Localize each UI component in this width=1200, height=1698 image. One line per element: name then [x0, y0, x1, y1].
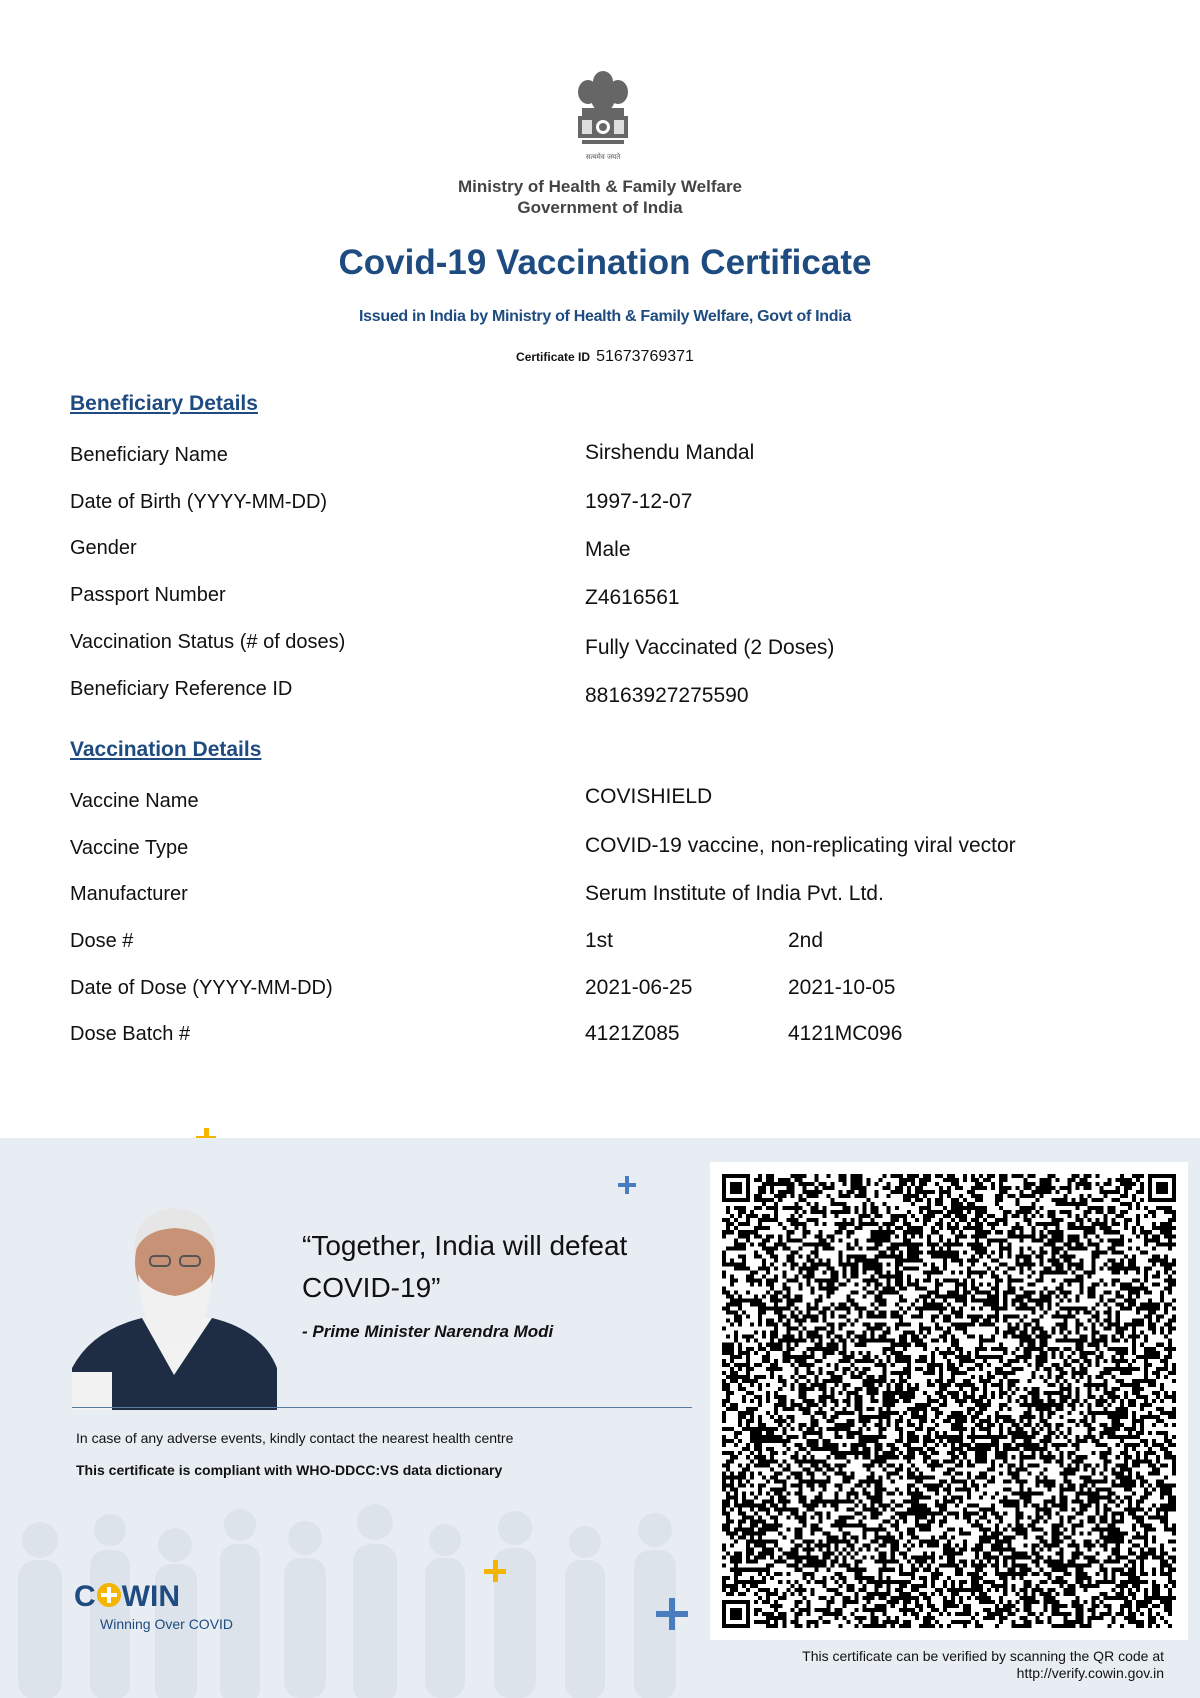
verify-url[interactable]: http://verify.cowin.gov.in — [1016, 1665, 1164, 1681]
manufacturer-value: Serum Institute of India Pvt. Ltd. — [585, 882, 884, 905]
svg-text:सत्यमेव जयते: सत्यमेव जयते — [585, 153, 621, 161]
certificate-id-label: Certificate ID — [516, 350, 591, 364]
government-line: Government of India — [517, 198, 683, 217]
issued-by: Issued in India by Ministry of Health & Family Welfare, Govt of India — [359, 308, 851, 325]
vaccination-status-value: Fully Vaccinated (2 Doses) — [585, 636, 835, 659]
passport-value: Z4616561 — [585, 586, 680, 609]
verify-note — [700, 1648, 1164, 1682]
gender-value: Male — [585, 538, 631, 561]
cowin-tagline: Winning Over COVID — [100, 1616, 234, 1632]
cowin-logo-suffix: WIN — [121, 1580, 180, 1613]
beneficiary-name-value: Sirshendu Mandal — [585, 441, 755, 464]
dose-date-label: Date of Dose (YYYY-MM-DD) — [70, 977, 333, 999]
dose-number-label: Dose # — [70, 930, 134, 952]
divider — [72, 1407, 692, 1408]
vaccine-type-label: Vaccine Type — [70, 837, 189, 859]
vaccine-name-value: COVISHIELD — [585, 785, 713, 808]
prime-minister-portrait — [72, 1200, 277, 1410]
qr-code-icon[interactable] — [722, 1174, 1176, 1628]
dose-date-2: 2021-10-05 — [788, 976, 896, 999]
vaccine-name-label: Vaccine Name — [70, 790, 199, 812]
reference-id-label: Beneficiary Reference ID — [70, 678, 293, 700]
vaccination-section-title: Vaccination Details — [70, 738, 262, 761]
blue-plus-icon — [656, 1598, 688, 1630]
yellow-plus-icon — [484, 1560, 506, 1582]
dob-value: 1997-12-07 — [585, 490, 693, 513]
dose-batch-1: 4121Z085 — [585, 1022, 680, 1045]
dose-number-1: 1st — [585, 929, 614, 952]
dose-batch-label: Dose Batch # — [70, 1023, 191, 1045]
dose-date-1: 2021-06-25 — [585, 976, 693, 999]
dob-label: Date of Birth (YYYY-MM-DD) — [70, 491, 328, 513]
dose-number-2: 2nd — [788, 929, 824, 952]
blue-plus-icon — [618, 1176, 636, 1194]
manufacturer-label: Manufacturer — [70, 883, 188, 905]
cowin-logo — [74, 1580, 180, 1614]
reference-id-value: 88163927275590 — [585, 684, 749, 707]
quote-text: “Together, India will defeat COVID-19” — [302, 1230, 628, 1303]
passport-label: Passport Number — [70, 584, 226, 606]
ministry-line: Ministry of Health & Family Welfare — [457, 177, 743, 196]
gender-label: Gender — [70, 537, 137, 559]
adverse-events-note: In case of any adverse events, kindly contact the nearest health centre — [76, 1430, 514, 1446]
quote-author: - Prime Minister Narendra Modi — [302, 1322, 554, 1341]
compliance-note: This certificate is compliant with WHO-DDCC:VS data dictionary — [76, 1462, 503, 1478]
beneficiary-section-title: Beneficiary Details — [70, 392, 258, 415]
dose-batch-2: 4121MC096 — [788, 1022, 903, 1045]
verify-line: This certificate can be verified by scanning the QR code at — [802, 1648, 1164, 1664]
cowin-logo-prefix: C — [74, 1580, 96, 1613]
page-title: Covid-19 Vaccination Certificate — [338, 243, 872, 282]
vaccine-type-value: COVID-19 vaccine, non-replicating viral vector — [585, 834, 1016, 857]
beneficiary-name-label: Beneficiary Name — [70, 444, 228, 466]
plus-icon — [97, 1583, 121, 1607]
vaccination-status-label: Vaccination Status (# of doses) — [70, 631, 346, 653]
national-emblem-icon — [568, 68, 638, 168]
certificate-id — [0, 348, 1200, 366]
ministry-heading — [0, 176, 1200, 218]
certificate-id-value: 51673769371 — [596, 348, 694, 365]
